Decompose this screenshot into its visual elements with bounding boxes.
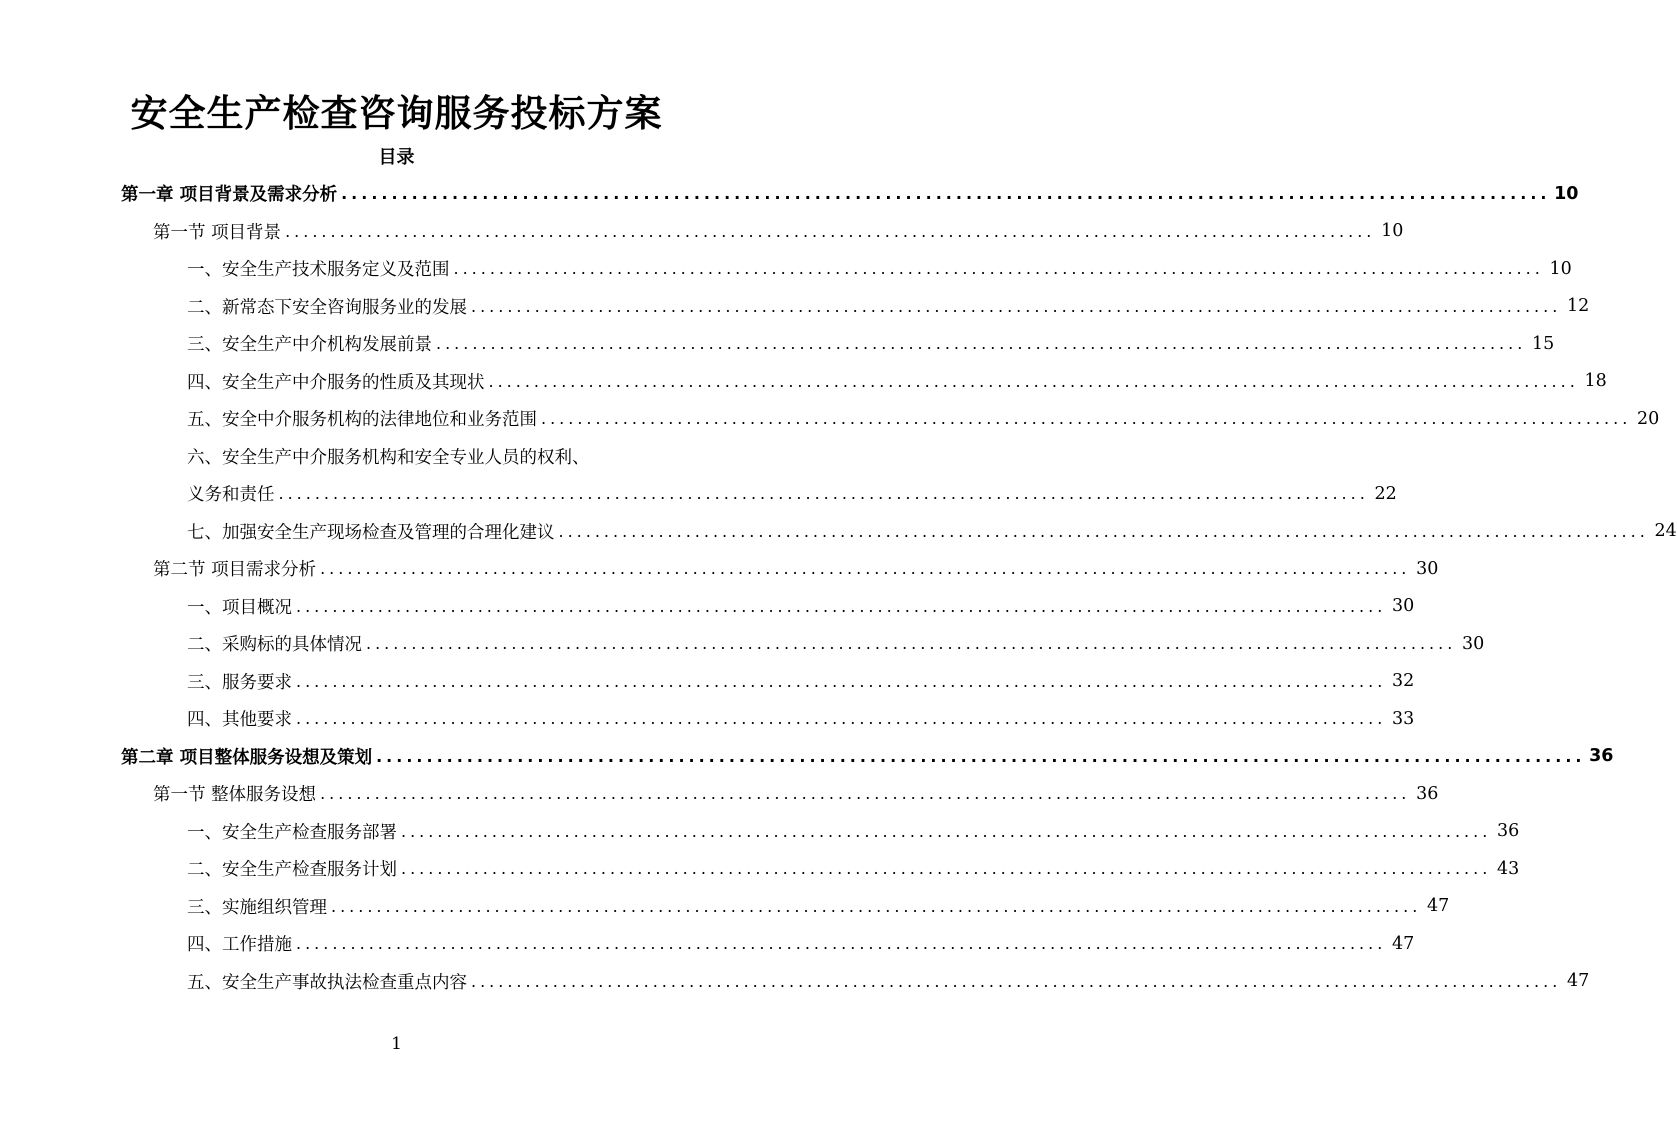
toc-entry-item[interactable] [0, 925, 1415, 963]
toc-entry-item[interactable] [0, 513, 1677, 551]
toc-entry-item[interactable] [0, 363, 1607, 401]
toc-entry-label: 五、安全中介服务机构的法律地位和业务范围 [187, 406, 541, 431]
toc-entry-page: 20 [1637, 408, 1660, 429]
toc-entry-chapter[interactable] [0, 738, 1614, 776]
toc-leader-dots: ........................................................................................................................ [296, 671, 1387, 691]
toc-entry-label: 五、安全生产事故执法检查重点内容 [187, 969, 471, 994]
toc-entry-label: 第一节 整体服务设想 [153, 781, 320, 806]
toc-entry-page: 36 [1589, 746, 1614, 767]
toc-entry-label: 第二章 项目整体服务设想及策划 [121, 744, 376, 769]
toc-entry-page: 47 [1567, 971, 1590, 992]
toc-entry-page: 10 [1554, 183, 1579, 204]
toc-entry-page: 47 [1392, 933, 1415, 954]
toc-leader-dots: ........................................................................................................................ [453, 259, 1544, 279]
toc-leader-dots: ........................................................................................................................ [278, 484, 1369, 504]
toc-leader-dots: ........................................................................................................................ [376, 746, 1586, 766]
toc-entry-chapter[interactable] [0, 175, 1579, 213]
toc-entry-label: 一、安全生产检查服务部署 [187, 819, 401, 844]
toc-entry-label: 义务和责任 [187, 481, 279, 506]
toc-entry-page: 10 [1549, 258, 1572, 279]
toc-leader-dots: ........................................................................................................................ [341, 184, 1551, 204]
toc-entry-label: 三、服务要求 [187, 669, 296, 694]
toc-entry-page: 30 [1416, 558, 1439, 579]
toc-entry-item[interactable] [0, 850, 1520, 888]
toc-leader-dots: ........................................................................................................................ [401, 821, 1492, 841]
toc-entry-page: 30 [1462, 633, 1485, 654]
toc-leader-dots: ........................................................................................................................ [488, 371, 1579, 391]
toc-entry-page: 12 [1567, 296, 1590, 317]
table-of-contents [0, 175, 1677, 1000]
toc-entry-label: 二、安全生产检查服务计划 [187, 856, 401, 881]
toc-entry-page: 32 [1392, 671, 1415, 692]
toc-entry-label: 一、安全生产技术服务定义及范围 [187, 256, 454, 281]
toc-entry-label: 第一节 项目背景 [153, 219, 285, 244]
toc-leader-dots: ........................................................................................................................ [285, 221, 1376, 241]
toc-leader-dots: ........................................................................................................................ [296, 934, 1387, 954]
toc-entry-page: 10 [1381, 221, 1404, 242]
toc-leader-dots: ........................................................................................................................ [320, 559, 1411, 579]
toc-entry-item[interactable] [0, 625, 1485, 663]
toc-entry-item[interactable] [0, 400, 1660, 438]
toc-entry-page: 22 [1374, 483, 1397, 504]
toc-entry-label: 三、实施组织管理 [187, 894, 331, 919]
toc-leader-dots: ........................................................................................................................ [366, 634, 1457, 654]
toc-entry-label: 三、安全生产中介机构发展前景 [187, 331, 436, 356]
toc-leader-dots: ........................................................................................................................ [331, 896, 1422, 916]
toc-entry-item[interactable] [0, 325, 1555, 363]
document-title: 安全生产检查咨询服务投标方案 [130, 92, 663, 135]
toc-entry-item[interactable] [0, 588, 1415, 626]
toc-entry-page: 24 [1654, 521, 1677, 542]
toc-entry-page: 36 [1416, 783, 1439, 804]
toc-entry-label: 四、工作措施 [187, 931, 296, 956]
toc-entry-item[interactable] [0, 288, 1590, 326]
toc-leader-dots: ........................................................................................................................ [541, 409, 1632, 429]
toc-entry-item[interactable] [0, 663, 1415, 701]
toc-entry-section[interactable] [0, 550, 1439, 588]
toc-entry-label: 一、项目概况 [187, 594, 296, 619]
toc-leader-dots: ........................................................................................................................ [436, 334, 1527, 354]
toc-entry-page: 30 [1392, 596, 1415, 617]
toc-leader-dots: ........................................................................................................................ [401, 859, 1492, 879]
toc-entry-label: 四、其他要求 [187, 706, 296, 731]
toc-entry-label: 第一章 项目背景及需求分析 [121, 181, 341, 206]
toc-entry-section[interactable] [0, 775, 1439, 813]
toc-entry-page: 33 [1392, 708, 1415, 729]
toc-entry-page: 15 [1532, 333, 1555, 354]
toc-leader-dots: ........................................................................................................................ [558, 521, 1649, 541]
toc-entry-label: 四、安全生产中介服务的性质及其现状 [187, 369, 489, 394]
toc-entry-label: 第二节 项目需求分析 [153, 556, 320, 581]
toc-entry-item[interactable] [0, 475, 1397, 513]
toc-entry-item[interactable] [0, 700, 1415, 738]
toc-entry-section[interactable] [0, 213, 1404, 251]
toc-entry-item[interactable] [0, 813, 1520, 851]
toc-leader-dots: ........................................................................................................................ [471, 296, 1562, 316]
toc-leader-dots: ........................................................................................................................ [320, 784, 1411, 804]
toc-leader-dots: ........................................................................................................................ [296, 596, 1387, 616]
toc-entry-label: 二、采购标的具体情况 [187, 631, 366, 656]
toc-entry-page: 47 [1427, 896, 1450, 917]
toc-heading: 目录 [378, 147, 415, 168]
toc-entry-item[interactable] [0, 888, 1450, 926]
toc-entry-label: 七、加强安全生产现场检查及管理的合理化建议 [187, 519, 559, 544]
page-number: 1 [391, 1034, 402, 1054]
toc-entry-item-line1[interactable] [0, 438, 793, 476]
toc-entry-item[interactable] [0, 250, 1572, 288]
toc-entry-label: 二、新常态下安全咨询服务业的发展 [187, 294, 471, 319]
toc-entry-page: 43 [1497, 858, 1520, 879]
toc-entry-label-line1: 六、安全生产中介服务机构和安全专业人员的权利、 [187, 447, 590, 468]
toc-entry-item[interactable] [0, 963, 1590, 1001]
toc-entry-page: 36 [1497, 821, 1520, 842]
toc-leader-dots: ........................................................................................................................ [471, 971, 1562, 991]
toc-leader-dots: ........................................................................................................................ [296, 709, 1387, 729]
toc-entry-page: 18 [1584, 371, 1607, 392]
